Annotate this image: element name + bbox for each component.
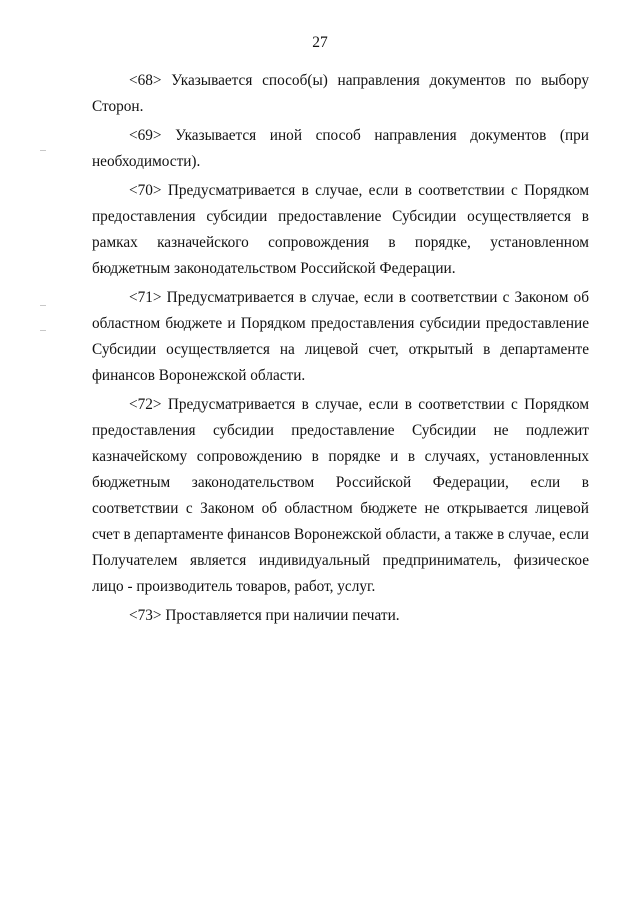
footnote-69: <69> Указывается иной способ направления документов (при необходимости). <box>92 127 589 170</box>
footnote-71: <71> Предусматривается в случае, если в соответствии с Законом об областном бюджете и Порядком предоставления субсидии предоставление Субсидии осуществляется на лицевой счет, открытый в департаменте финансов Воронежской области. <box>92 289 589 384</box>
margin-mark <box>40 330 46 331</box>
footnote-70: <70> Предусматривается в случае, если в соответствии с Порядком предоставления субсидии предоставление Субсидии осуществляется в рамках казначейского сопровождения в порядке, установленном бюджетным законодательством Российской Федерации. <box>92 182 589 277</box>
footnote-73: <73> Проставляется при наличии печати. <box>129 607 400 624</box>
footnote-68: <68> Указывается способ(ы) направления документов по выбору Сторон. <box>92 72 589 115</box>
footnotes-list <box>92 68 589 629</box>
page-number: 27 <box>312 34 328 51</box>
margin-mark <box>40 305 46 306</box>
margin-mark <box>40 150 46 151</box>
footnote-72: <72> Предусматривается в случае, если в соответствии с Порядком предоставления субсидии предоставление Субсидии не подлежит казначейскому сопровождению в порядке и в случаях, установленных бюджетным законодательством Российской Федерации, если в соответствии с Законом об областном бюджете не открывается лицевой счет в департаменте финансов Воронежской области, а также в случае, если Получателем является индивидуальный предприниматель, физическое лицо - производитель товаров, работ, услуг. <box>92 396 589 595</box>
